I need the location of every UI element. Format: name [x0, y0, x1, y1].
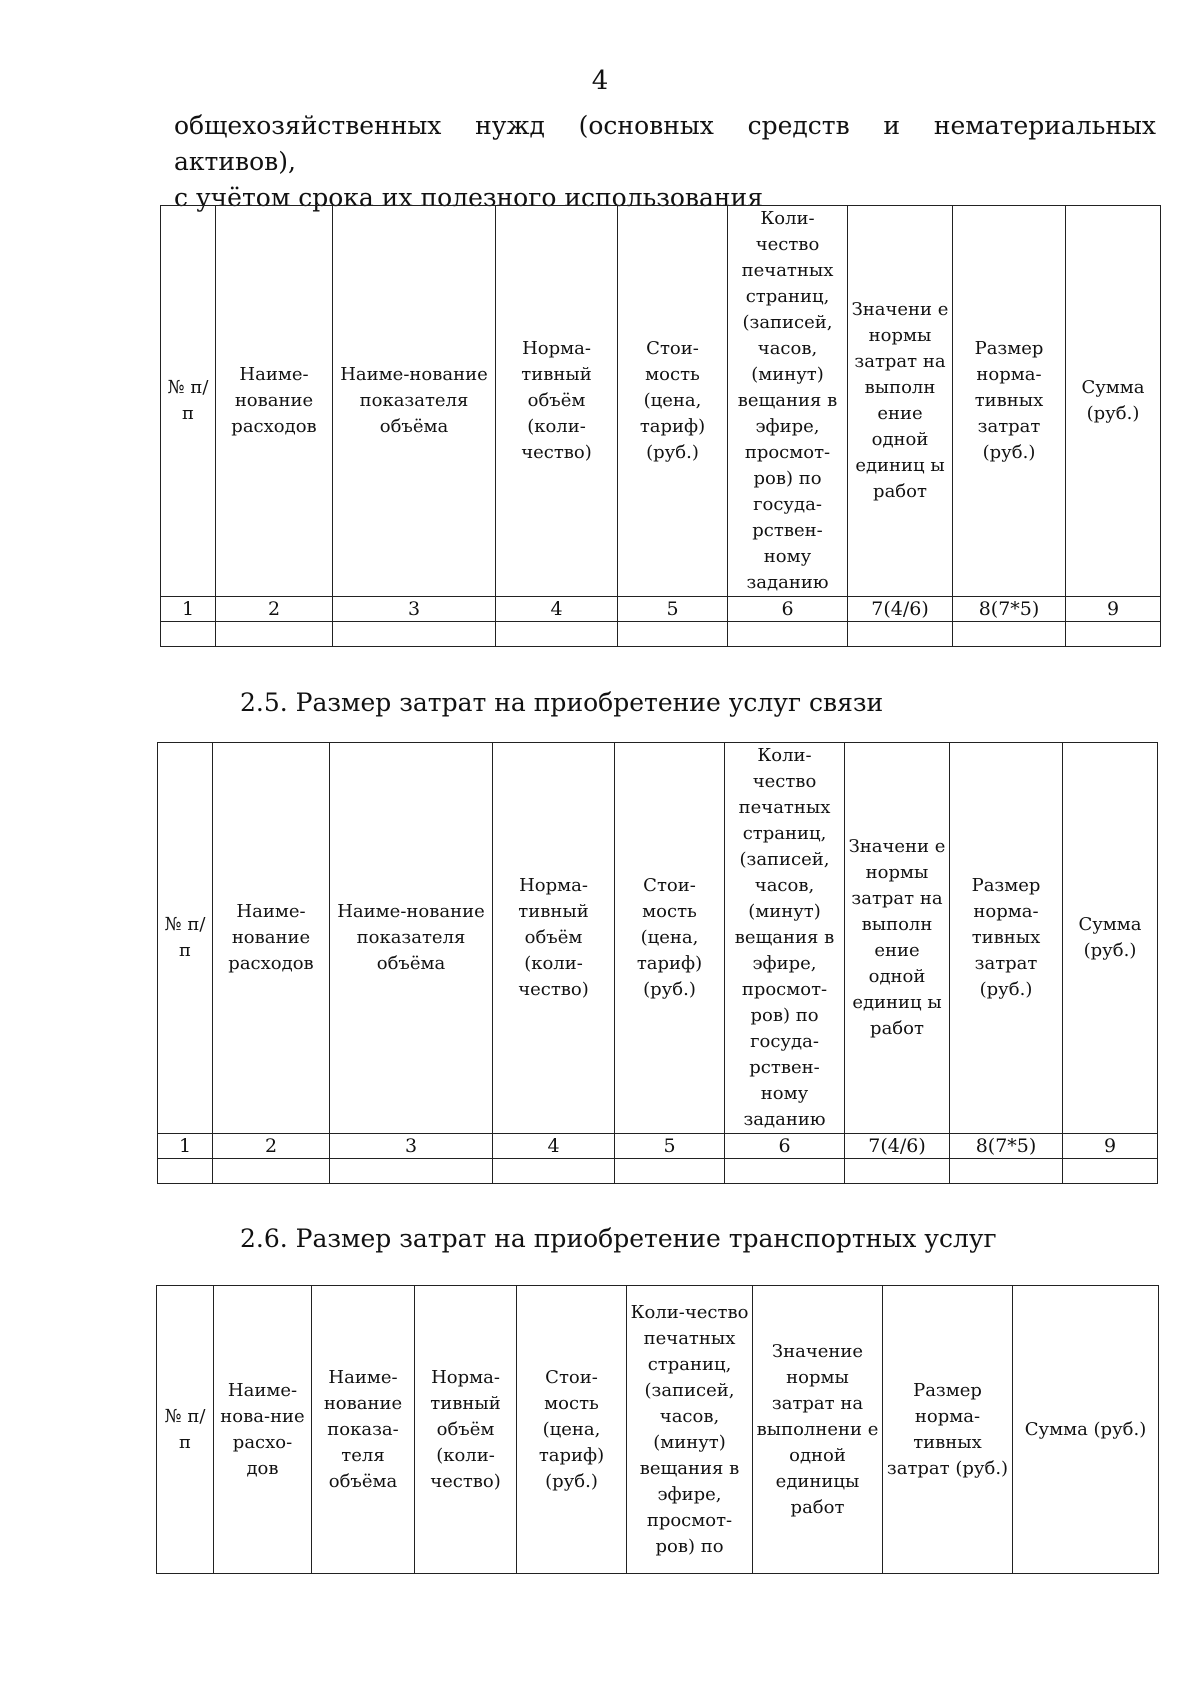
header-cell: Норма-тивный объём (коли-чество)	[493, 743, 615, 1134]
header-cell: Норма-тивный объём (коли-чество)	[496, 206, 618, 597]
column-number-cell: 2	[213, 1134, 330, 1159]
header-cell: Коли-чество печатных страниц, (записей, часов, (минут) вещания в эфире, просмот-ров) по госуда-рствен-ному заданию	[725, 743, 845, 1134]
table-cell[interactable]	[1066, 622, 1161, 647]
section-2-6-title: 2.6. Размер затрат на приобретение транспортных услуг	[240, 1224, 997, 1253]
column-number-cell: 1	[158, 1134, 213, 1159]
header-cell: Стои-мость (цена, тариф) (руб.)	[615, 743, 725, 1134]
table-cell[interactable]	[158, 1159, 213, 1184]
column-number-cell: 8(7*5)	[953, 597, 1066, 622]
page-number: 4	[591, 66, 609, 96]
header-cell: Размер норма-тивных затрат (руб.)	[953, 206, 1066, 597]
column-number-cell: 5	[615, 1134, 725, 1159]
column-number-cell: 3	[330, 1134, 493, 1159]
header-cell: Наиме-нование расходов	[216, 206, 333, 597]
column-number-cell: 5	[618, 597, 728, 622]
header-cell: Наиме-нова-ние расхо-дов	[214, 1286, 312, 1574]
table-cell[interactable]	[953, 622, 1066, 647]
column-number-cell: 2	[216, 597, 333, 622]
intro-line-2: с учётом срока их полезного использования	[174, 183, 763, 212]
table-cell[interactable]	[330, 1159, 493, 1184]
header-cell: Наиме-нование показателя объёма	[333, 206, 496, 597]
header-cell: № п/п	[158, 743, 213, 1134]
table-cell[interactable]	[493, 1159, 615, 1184]
header-cell: Норма-тивный объём (коли-чество)	[415, 1286, 517, 1574]
header-cell: Значение нормы затрат на выполнени е одной единицы работ	[753, 1286, 883, 1574]
header-cell: Наиме-нование расходов	[213, 743, 330, 1134]
header-cell: Сумма (руб.)	[1066, 206, 1161, 597]
header-cell: Коли-чество печатных страниц, (записей, часов, (минут) вещания в эфире, просмот-ров) по госуда-рствен-ному заданию	[728, 206, 848, 597]
header-cell: Значени е нормы затрат на выполн ение одной единиц ы работ	[845, 743, 950, 1134]
column-number-cell: 4	[493, 1134, 615, 1159]
column-number-cell: 3	[333, 597, 496, 622]
header-cell: Стои-мость (цена, тариф) (руб.)	[517, 1286, 627, 1574]
table-2-4	[160, 205, 1161, 647]
table-cell[interactable]	[848, 622, 953, 647]
table-cell[interactable]	[725, 1159, 845, 1184]
header-cell: Наиме-нование показа-теля объёма	[312, 1286, 415, 1574]
table-cell[interactable]	[618, 622, 728, 647]
header-cell: Коли-чество печатных страниц, (записей, часов, (минут) вещания в эфире, просмот-ров) по	[627, 1286, 753, 1574]
table-cell[interactable]	[728, 622, 848, 647]
header-cell: № п/п	[157, 1286, 214, 1574]
table-2-5	[157, 742, 1158, 1184]
table-cell[interactable]	[1063, 1159, 1158, 1184]
header-cell: Размер норма-тивных затрат (руб.)	[950, 743, 1063, 1134]
table-cell[interactable]	[213, 1159, 330, 1184]
column-number-cell: 4	[496, 597, 618, 622]
header-cell: Сумма (руб.)	[1013, 1286, 1159, 1574]
column-number-cell: 9	[1066, 597, 1161, 622]
intro-line-1: общехозяйственных нужд (основных средств и нематериальных активов),	[174, 111, 1156, 176]
table-cell[interactable]	[333, 622, 496, 647]
intro-text	[174, 108, 1156, 216]
header-cell: Значени е нормы затрат на выполн ение одной единиц ы работ	[848, 206, 953, 597]
column-number-cell: 7(4/6)	[848, 597, 953, 622]
header-cell: Стои-мость (цена, тариф) (руб.)	[618, 206, 728, 597]
table-cell[interactable]	[950, 1159, 1063, 1184]
table-cell[interactable]	[496, 622, 618, 647]
column-number-cell: 9	[1063, 1134, 1158, 1159]
column-number-cell: 8(7*5)	[950, 1134, 1063, 1159]
table-cell[interactable]	[845, 1159, 950, 1184]
header-cell: № п/п	[161, 206, 216, 597]
section-2-5-title: 2.5. Размер затрат на приобретение услуг связи	[240, 688, 884, 717]
table-2-6	[156, 1285, 1159, 1574]
column-number-cell: 1	[161, 597, 216, 622]
table-cell[interactable]	[615, 1159, 725, 1184]
column-number-cell: 6	[728, 597, 848, 622]
header-cell: Наиме-нование показателя объёма	[330, 743, 493, 1134]
header-cell: Размер норма-тивных затрат (руб.)	[883, 1286, 1013, 1574]
column-number-cell: 6	[725, 1134, 845, 1159]
column-number-cell: 7(4/6)	[845, 1134, 950, 1159]
header-cell: Сумма (руб.)	[1063, 743, 1158, 1134]
table-cell[interactable]	[216, 622, 333, 647]
table-cell[interactable]	[161, 622, 216, 647]
